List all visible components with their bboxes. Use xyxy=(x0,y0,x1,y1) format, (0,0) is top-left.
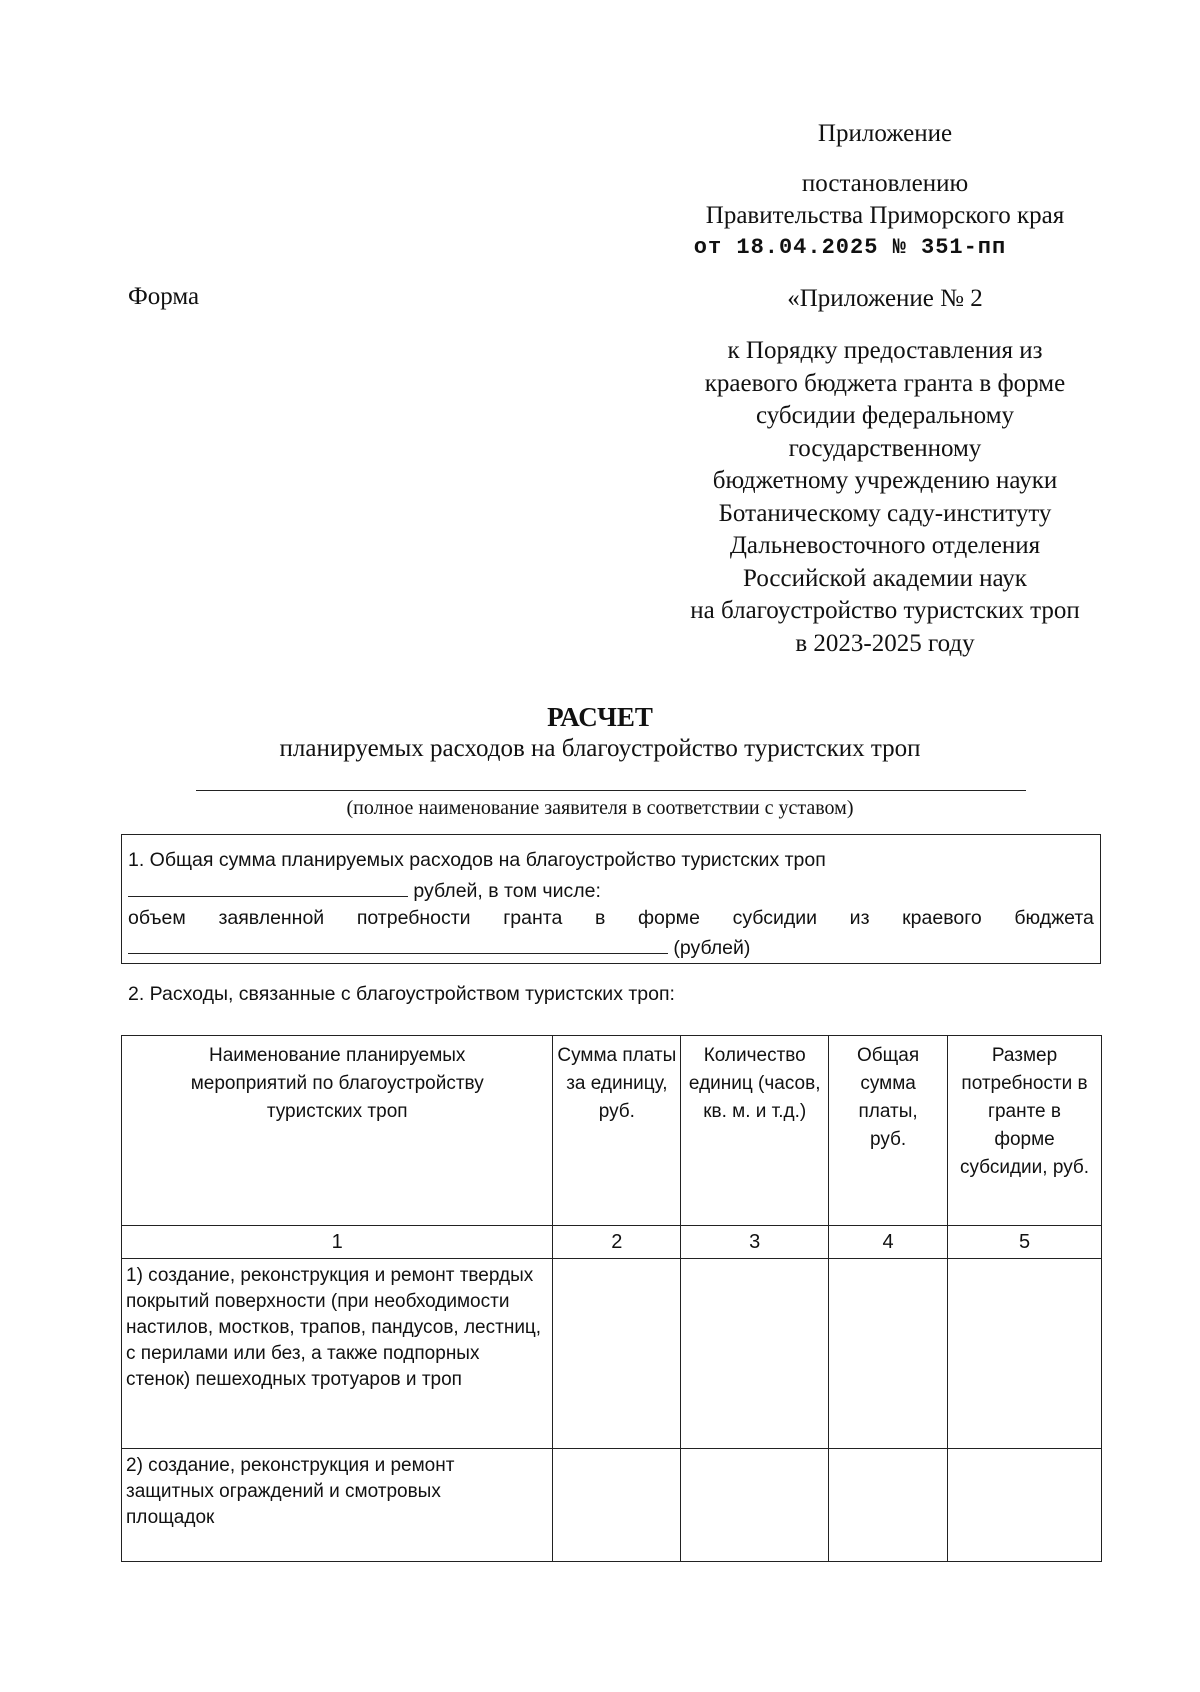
unit-price-cell[interactable] xyxy=(553,1259,681,1449)
appendix-line-1: постановлению xyxy=(801,170,969,197)
total-expenses-box xyxy=(121,834,1101,964)
applicant-name-line[interactable] xyxy=(196,790,1026,791)
section1-line4 xyxy=(128,935,1094,960)
document-title: РАСЧЕТ xyxy=(547,702,653,732)
unit-price-cell[interactable] xyxy=(553,1449,681,1562)
total-sum-field[interactable] xyxy=(128,878,408,897)
column-number: 2 xyxy=(553,1226,681,1259)
appendix-stamp: от 18.04.2025 № 351-пп xyxy=(693,235,1007,260)
header-activity-name: Наименование планируемых мероприятий по благоустройству туристских троп xyxy=(122,1036,553,1226)
order-appendix-text xyxy=(640,335,1130,660)
order-line: на благоустройство туристских троп xyxy=(690,597,1080,624)
form-label: Форма xyxy=(128,283,200,310)
header-total-sum: Общая сумма платы, руб. xyxy=(829,1036,948,1226)
order-line: краевого бюджета гранта в форме xyxy=(704,369,1066,397)
order-line: Ботаническому саду-институту xyxy=(718,499,1052,527)
column-number-row xyxy=(122,1226,1102,1259)
table-row xyxy=(122,1449,1102,1562)
header-unit-price: Сумма платы за единицу, руб. xyxy=(553,1036,681,1226)
header-quantity: Количество единиц (часов, кв. м. и т.д.) xyxy=(681,1036,829,1226)
order-line: к Порядку предоставления из xyxy=(727,337,1043,364)
table-header-row xyxy=(122,1036,1102,1226)
word: краевого xyxy=(902,907,982,929)
grant-sum-field[interactable] xyxy=(128,935,668,954)
column-number: 4 xyxy=(829,1226,948,1259)
word: в xyxy=(594,907,606,929)
total-sum-cell[interactable] xyxy=(829,1259,948,1449)
word: бюджета xyxy=(1014,907,1094,929)
column-number: 1 xyxy=(122,1226,553,1259)
order-line: Российской академии наук xyxy=(743,564,1027,592)
word: субсидии xyxy=(732,907,818,929)
section1-line3 xyxy=(128,907,1094,930)
appendix-title: Приложение xyxy=(817,120,953,147)
applicant-caption: (полное наименование заявителя в соответствии с уставом) xyxy=(346,797,854,819)
header-grant-size: Размер потребности в гранте в форме субсидии, руб. xyxy=(948,1036,1102,1226)
appendix-line-2: Правительства Приморского края xyxy=(705,202,1065,229)
word: из xyxy=(849,907,870,929)
word: гранта xyxy=(503,907,563,929)
column-number: 5 xyxy=(948,1226,1102,1259)
quantity-cell[interactable] xyxy=(681,1449,829,1562)
order-line: в 2023-2025 году xyxy=(795,629,975,657)
section1-line1: 1. Общая сумма планируемых расходов на благоустройство туристских троп xyxy=(128,849,826,871)
activity-name-cell: 2) создание, реконструкция и ремонт защитных ограждений и смотровых площадок xyxy=(122,1449,553,1562)
expenses-table xyxy=(121,1035,1102,1562)
order-appendix-title: «Приложение № 2 xyxy=(787,285,983,312)
grant-size-cell[interactable] xyxy=(948,1449,1102,1562)
word: потребности xyxy=(356,907,471,929)
grant-size-cell[interactable] xyxy=(948,1259,1102,1449)
total-sum-cell[interactable] xyxy=(829,1449,948,1562)
document-subtitle: планируемых расходов на благоустройство туристских троп xyxy=(279,735,921,762)
section1-line2 xyxy=(128,878,1094,903)
word: заявленной xyxy=(218,907,325,929)
section1-line4-suffix: (рублей) xyxy=(673,937,751,959)
section1-line2-suffix: рублей, в том числе: xyxy=(413,880,601,902)
word: объем xyxy=(128,907,186,929)
word: форме xyxy=(637,907,700,929)
order-line: бюджетному учреждению науки xyxy=(712,467,1058,494)
order-line: субсидии федеральному xyxy=(755,402,1015,429)
column-number: 3 xyxy=(681,1226,829,1259)
section2-heading: 2. Расходы, связанные с благоустройством туристских троп: xyxy=(128,983,675,1005)
order-line: Дальневосточного отделения xyxy=(729,532,1041,559)
order-line: государственному xyxy=(788,434,982,462)
quantity-cell[interactable] xyxy=(681,1259,829,1449)
table-row xyxy=(122,1259,1102,1449)
activity-name-cell: 1) создание, реконструкция и ремонт твердых покрытий поверхности (при необходимости настилов, мостков, трапов, пандусов, лестниц, с перилами или без, а также подпорных стенок) пешеходных тротуаров и троп xyxy=(122,1259,553,1449)
